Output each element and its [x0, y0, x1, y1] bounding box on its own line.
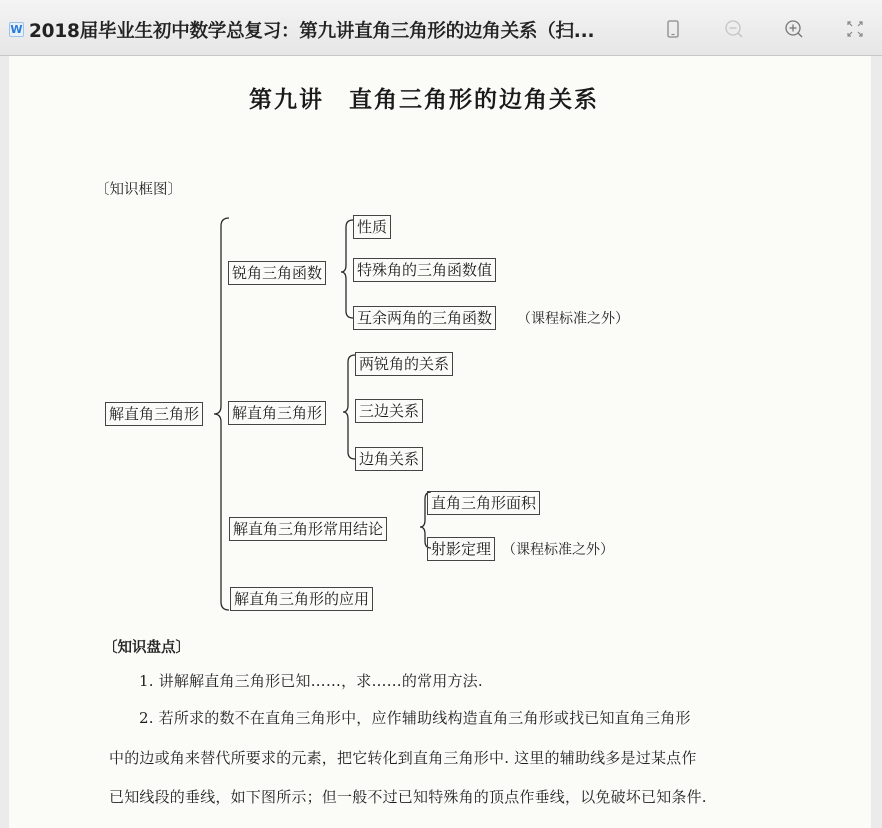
scanned-page	[9, 56, 871, 828]
tree-node-b4: 解直角三角形的应用	[230, 587, 373, 611]
tree-note-b3-2: （课程标准之外）	[502, 542, 614, 558]
zoom-in-button[interactable]	[779, 14, 809, 44]
tree-node-b2: 解直角三角形	[228, 401, 326, 425]
document-page	[9, 56, 871, 828]
paragraph-2: 2. 若所求的数不在直角三角形中，应作辅助线构造直角三角形或找已知直角三角形	[139, 709, 691, 727]
tree-node-b1-2: 特殊角的三角函数值	[353, 258, 496, 282]
tree-node-b1-3: 互余两角的三角函数	[353, 306, 496, 330]
paragraph-2-line-2: 中的边或角来替代所要求的元素，把它转化到直角三角形中. 这里的辅助线多是过某点作	[109, 749, 697, 767]
framework-heading: 〔知识框图〕	[95, 182, 182, 198]
tree-node-b1-1: 性质	[353, 215, 391, 239]
zoom-out-button[interactable]	[719, 14, 749, 44]
tree-node-b3-2: 射影定理	[427, 537, 495, 561]
paragraph-1: 1. 讲解解直角三角形已知……，求……的常用方法.	[139, 672, 483, 690]
tree-node-b3-1: 直角三角形面积	[427, 491, 540, 515]
mobile-view-button[interactable]	[658, 14, 688, 44]
lecture-title: 第九讲 直角三角形的边角关系	[249, 86, 599, 113]
zoom-in-icon	[779, 14, 809, 44]
tree-node-root: 解直角三角形	[105, 402, 203, 426]
root-bracket	[214, 218, 229, 610]
document-title: 2018届毕业生初中数学总复习：第九讲直角三角形的边角关系（扫...	[29, 21, 595, 42]
tree-node-b3: 解直角三角形常用结论	[229, 517, 387, 541]
zoom-out-icon	[719, 14, 749, 44]
fullscreen-button[interactable]	[840, 14, 870, 44]
tree-node-b2-1: 两锐角的关系	[355, 352, 453, 376]
viewer-toolbar	[0, 0, 882, 56]
tree-node-b2-2: 三边关系	[355, 399, 423, 423]
tree-node-b2-3: 边角关系	[355, 447, 423, 471]
paragraph-2-line-3: 已知线段的垂线，如下图所示；但一般不过已知特殊角的顶点作垂线，以免破坏已知条件.	[109, 788, 707, 806]
tree-note-b1-3: （课程标准之外）	[517, 311, 629, 327]
phone-icon	[658, 14, 688, 44]
inventory-heading: 〔知识盘点〕	[103, 639, 190, 656]
fullscreen-icon	[840, 14, 870, 44]
word-doc-icon: W	[10, 23, 23, 36]
tree-node-b1: 锐角三角函数	[228, 261, 326, 285]
b1-bracket	[341, 220, 353, 318]
b2-bracket	[343, 355, 355, 459]
